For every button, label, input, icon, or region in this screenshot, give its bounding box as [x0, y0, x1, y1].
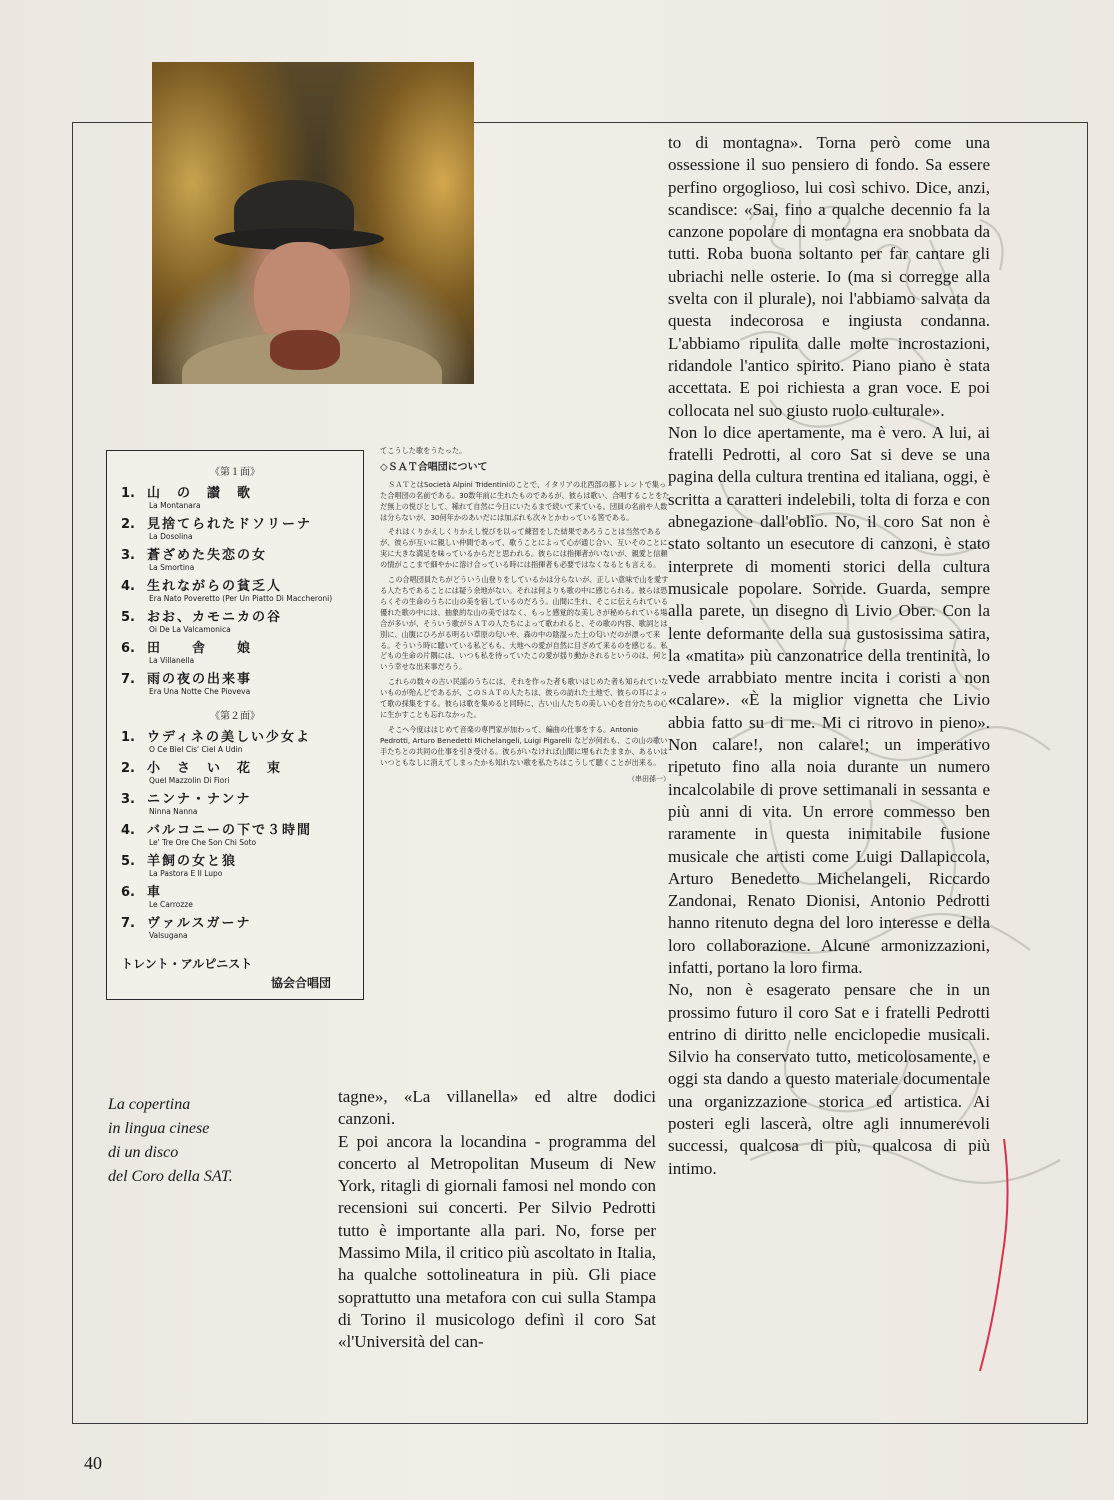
track-titles [147, 641, 349, 666]
track-titles [147, 672, 349, 697]
track-row [121, 730, 349, 755]
track-titles [147, 885, 349, 910]
record-cover-tracklist [106, 450, 364, 1000]
track-number: 2. [121, 761, 135, 776]
track-title-japanese: 生れながらの貧乏人 [147, 579, 283, 594]
track-titles [147, 730, 349, 755]
track-row [121, 641, 349, 666]
article-column-middle [338, 1086, 656, 1354]
track-titles [147, 854, 349, 879]
track-number: 2. [121, 517, 135, 532]
caption-line: di un disco [108, 1144, 179, 1161]
track-title-italian: Le Carrozze [149, 900, 193, 909]
track-number: 7. [121, 672, 135, 687]
track-number: 6. [121, 641, 135, 656]
track-row [121, 823, 349, 848]
track-titles [147, 610, 349, 635]
track-title-italian: Oi De La Valcamonica [149, 625, 231, 634]
track-titles [147, 823, 349, 848]
track-titles [147, 486, 349, 511]
track-title-japanese: 羊飼の女と狼 [147, 854, 238, 869]
track-row [121, 579, 349, 604]
track-row [121, 792, 349, 817]
track-title-italian: Era Una Notte Che Pioveva [149, 687, 251, 696]
page-number: 40 [84, 1453, 102, 1473]
track-number: 5. [121, 610, 135, 625]
track-number: 3. [121, 548, 135, 563]
track-titles [147, 916, 349, 941]
track-title-japanese: ヴァルスガーナ [147, 916, 252, 931]
track-row [121, 548, 349, 573]
track-title-japanese: おお、カモニカの谷 [147, 610, 283, 625]
article-paragraph: E poi ancora la locandina - programma del concerto al Metropolitan Museum di New York, ritagli di giornali famosi nel mondo con recensioni sui concerti. Per Silvio Pedrotti tutto è importante alla pari. No, forse per Massimo Mila, il critico più ascoltato in Italia, ha qualche sottolineatura in più. Gli piace soprattutto una metafora con cui sulla Stampa di Torino il musicologo definì il coro Sat «l'Università del can- [338, 1131, 656, 1352]
track-title-japanese: 見捨てられたドソリーナ [147, 517, 313, 532]
track-title-italian: Le' Tre Ore Che Son Chi Soto [149, 838, 257, 847]
track-title-japanese: バルコニーの下で３時間 [147, 823, 313, 838]
track-number: 4. [121, 823, 135, 838]
track-number: 3. [121, 792, 135, 807]
track-title-japanese: 山 の 讃 歌 [147, 486, 253, 501]
article-paragraph: Non lo dice apertamente, ma è vero. A lui, ai fratelli Pedrotti, al coro Sat si deve se una pagina della cultura trentina ed italiana, oggi, è scritta a caratteri indelebili, tolta di forza e con abnegazione dall'oblìo. No, il coro Sat non è stato soltanto un esecutore di canzoni, è stato interprete di momenti storici della cultura musicale popolare. Sorride. Guarda, sempre alla parete, un disegno di Livio Ober. Con la lente deformante della sua gustosissima satira, la «matita» più canzonatrice della trentinità, lo vede arrabbiato mentre incita i coristi a non «calare». «È la miglior vignetta che Livio abbia fatto su di me. Mi ci ritrovo in pieno». Non calare!, non calare!; un imperativo ripetuto fino alla noia durante un numero incalcolabile di prove settimanali in sessanta e più anni di vita. Un errore commesso ben raramente in questa inimitabile fusione musicale che artisti come Luigi Dallapiccola, Arturo Benedetto Michelangeli, Riccardo Zandonai, Renato Dionisi, Antonio Pedrotti hanno ritenuto degna del loro interesse e della loro collaborazione. Alcune armonizzazioni, infatti, portano la loro firma. [668, 422, 990, 977]
notes-paragraph: この合唱団員たちがどういう山登りをしているかは分らないが、正しい意味で山を愛する人たちであることには疑う余地がない。それは何よりも歌の中に感じられる。彼らは恐らくその生命のうちに山の美を宿しているのだろう。山間に生れ、そこに伝えられている優れた歌の中には、抽象的な山の美ではなく、もっと感覚的な美しさが秘められている場合が多いが、そういう歌がＳＡＴの人たちによって歌われると、その歌の内容、歌詞とは別に、山腹にひろがる明るい草原の匂いや、森の中の陰湿った土の匂いだのが漂って来る。そういう時に聴いている私どもも、大地への愛が自然に目ざめて来るのを感じる。私どもの生命の片隅には、いつも私を待っていたこの愛が揺り動かされるというのは、何という幸せな出来事だろう。 [380, 575, 669, 672]
track-title-italian: Ninna Nanna [149, 807, 198, 816]
notes-paragraph: これらの数々の古い民謡のうちには、それを作った者も歌いはじめた者も知られていないものが殆んどであるが、このＳＡＴの人たちは、彼らの訪れた土地で、彼らの耳によって歌の採集をする。彼らは歌を集めると同時に、古い山人たちの美しい心を自分たちの心に生かすことも忘れなかった。 [380, 677, 669, 719]
track-row [121, 761, 349, 786]
track-title-japanese: 田 舎 娘 [147, 641, 253, 656]
track-number: 1. [121, 730, 135, 745]
track-number: 1. [121, 486, 135, 501]
track-titles [147, 548, 349, 573]
notes-paragraph: ＳＡＴとはSocietà Alpini Tridentiniのことで、イタリアの北西部の都トレントで集った合唱団の名前である。30数年前に生れたものであるが、彼らは歌い、合唱することをただ無上の悦びとして、稀れて自然に今日にいたるまで続いて来ている。団員の名前や人数は分らないが、30何年かのあいだには加ぶれも次々とかわっている筈である。 [380, 479, 670, 522]
track-title-italian: La Pastora E Il Lupo [149, 869, 223, 878]
track-title-italian: La Smortina [149, 563, 195, 572]
track-titles [147, 517, 349, 542]
record-footer-line1: トレント・アルピニスト [121, 957, 253, 971]
portrait-photo [152, 62, 474, 384]
track-row [121, 610, 349, 635]
track-title-japanese: 蒼ざめた失恋の女 [147, 548, 268, 563]
track-row [121, 517, 349, 542]
liner-notes [380, 446, 670, 1036]
side1-tracks [121, 486, 349, 697]
track-row [121, 885, 349, 910]
track-number: 5. [121, 854, 135, 869]
track-title-japanese: ニンナ・ナンナ [147, 792, 252, 807]
track-title-italian: O Ce Biel Cis' Ciel A Udin [149, 745, 243, 754]
caption-line: La copertina [108, 1096, 191, 1113]
article-paragraph: tagne», «La villanella» ed altre dodici canzoni. [338, 1087, 656, 1129]
notes-paragraph: そこへ今度ははじめて音楽の専門家が加わって、編曲の仕事をする。Antonio Pedrotti, Arturo Benedetti Michelangeli, Luigi Pigarelli などが何れも、この山の歌い手たちとの共同の仕事を引き受ける。彼らがいなければ山間に埋もれたままか、あるいはいつともなしに消えてしまったかも知れない歌を私たちはこうして聴くことが出来る。 [380, 724, 668, 767]
track-title-italian: Quel Mazzolin Di Fiori [149, 776, 230, 785]
track-title-italian: Era Nato Poveretto (Per Un Piatto Di Maccheroni) [149, 594, 333, 603]
track-row [121, 916, 349, 941]
article-paragraph: No, non è esagerato pensare che in un prossimo futuro il coro Sat e i fratelli Pedrotti entrino di diritto nelle enciclopedie musicali. Silvio ha conservato tutto, meticolosamente, e oggi sta dando a questo materiale documentale una organizzazione storica ed artistica. Ai posteri egli lascerà, oltre agli innumerevoli successi, qualcosa di più, qualcosa di più intimo. [668, 980, 990, 1178]
side2-header: 《第２面》 [210, 711, 260, 722]
notes-signature: （串田孫一） [628, 775, 670, 784]
notes-heading: ◇ＳＡＴ合唱団について [380, 461, 488, 473]
track-title-japanese: 車 [147, 885, 163, 900]
track-row [121, 854, 349, 879]
scarf-shape [270, 330, 340, 370]
photo-caption [108, 1093, 328, 1189]
track-number: 4. [121, 579, 135, 594]
article-column-right [668, 132, 990, 1180]
record-footer-line2: 協会合唱団 [270, 976, 331, 990]
track-title-italian: Valsugana [149, 931, 188, 940]
article-paragraph: to di montagna». Torna però come una ossessione il suo pensiero di fondo. Sa essere perfino orgoglioso, lui così schivo. Dice, anzi, scandisce: «Sai, fino a qualche decennio fa la canzone popolare di montagna era snobbata da tutti. Roba buona soltanto per far cantare gli ubriachi nelle osterie. Io (ma si corregge alla svelta con il plurale), noi l'abbiamo salvata da questa indecorosa e ingiusta condanna. L'abbiamo ripulita dalle molte incrostazioni, ridandole l'antico spirito. Piano piano è stata accettata. E poi richiesta a gran voce. E poi collocata nel suo giusto ruolo culturale». [668, 133, 990, 420]
track-titles [147, 579, 349, 604]
record-footer [121, 955, 349, 993]
track-titles [147, 792, 349, 817]
track-row [121, 672, 349, 697]
side1-header: 《第１面》 [210, 467, 260, 478]
track-title-italian: La Dosolina [149, 532, 193, 541]
track-title-japanese: ウディネの美しい少女よ [147, 730, 311, 745]
track-titles [147, 761, 349, 786]
track-number: 7. [121, 916, 135, 931]
track-title-italian: La Villanella [149, 656, 195, 665]
caption-line: in lingua cinese [108, 1120, 210, 1137]
side2-tracks [121, 730, 349, 941]
red-pen-mark [970, 1135, 1010, 1375]
notes-paragraph: それはくりかえしくりかえし悦びを以って練習をした結果であろうことは当然であるが、彼らが互いに親しい仲間であって、歌うことによって心が通じ合い、互いそのことに実に大きな満足を味っているからだと思われる。彼らには指揮者がいないが、親愛と信頼の情がここまで細やかに溶け合っている時には指揮者も必要ではなくなるとも言える。 [380, 527, 668, 570]
notes-lead: てこうした歌をうたった。 [380, 446, 467, 455]
track-title-italian: La Montanara [149, 501, 201, 510]
track-number: 6. [121, 885, 135, 900]
track-title-japanese: 雨の夜の出来事 [147, 672, 253, 687]
track-title-japanese: 小 さ い 花 束 [147, 761, 283, 776]
notes-paragraphs [380, 480, 670, 769]
track-row [121, 486, 349, 511]
caption-line: del Coro della SAT. [108, 1168, 233, 1185]
